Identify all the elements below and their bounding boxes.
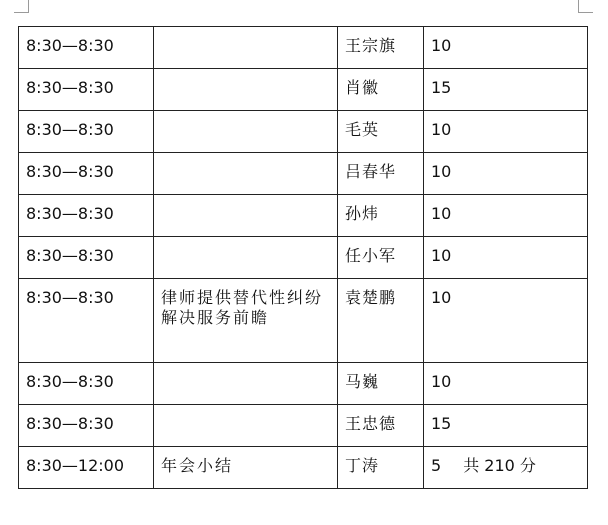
minutes-cell bbox=[424, 111, 588, 153]
minutes-value: 10 bbox=[431, 372, 452, 391]
table-row bbox=[19, 27, 588, 69]
speaker-cell: 袁楚鹏 bbox=[338, 279, 424, 363]
minutes-value: 10 bbox=[431, 162, 452, 181]
time-cell: 8:30—12:00 bbox=[19, 447, 154, 489]
time-cell: 8:30—8:30 bbox=[19, 363, 154, 405]
topic-cell bbox=[154, 237, 338, 279]
minutes-cell bbox=[424, 405, 588, 447]
topic-cell bbox=[154, 69, 338, 111]
topic-cell: 律师提供替代性纠纷解决服务前瞻 bbox=[154, 279, 338, 363]
topic-cell bbox=[154, 363, 338, 405]
minutes-value: 10 bbox=[431, 204, 452, 223]
table-row bbox=[19, 111, 588, 153]
table-row bbox=[19, 195, 588, 237]
speaker-cell: 任小军 bbox=[338, 237, 424, 279]
total-note: 共 210 分 bbox=[463, 456, 536, 475]
table-row bbox=[19, 153, 588, 195]
minutes-cell bbox=[424, 447, 588, 489]
speaker-cell: 王宗旗 bbox=[338, 27, 424, 69]
minutes-cell bbox=[424, 195, 588, 237]
minutes-cell bbox=[424, 153, 588, 195]
minutes-value: 10 bbox=[431, 36, 452, 55]
minutes-value: 10 bbox=[431, 120, 452, 139]
minutes-cell bbox=[424, 237, 588, 279]
time-cell: 8:30—8:30 bbox=[19, 195, 154, 237]
topic-cell bbox=[154, 27, 338, 69]
page-corner-mark-right bbox=[578, 0, 593, 13]
time-cell: 8:30—8:30 bbox=[19, 111, 154, 153]
minutes-cell bbox=[424, 27, 588, 69]
table-row bbox=[19, 405, 588, 447]
time-cell: 8:30—8:30 bbox=[19, 153, 154, 195]
speaker-cell: 马巍 bbox=[338, 363, 424, 405]
topic-cell: 年会小结 bbox=[154, 447, 338, 489]
speaker-cell: 孙炜 bbox=[338, 195, 424, 237]
schedule-table bbox=[18, 26, 588, 489]
table-row bbox=[19, 69, 588, 111]
table-row bbox=[19, 279, 588, 363]
speaker-cell: 毛英 bbox=[338, 111, 424, 153]
topic-cell bbox=[154, 111, 338, 153]
time-cell: 8:30—8:30 bbox=[19, 27, 154, 69]
minutes-value: 10 bbox=[431, 288, 452, 307]
time-cell: 8:30—8:30 bbox=[19, 69, 154, 111]
minutes-cell bbox=[424, 279, 588, 363]
table-row bbox=[19, 447, 588, 489]
table-row bbox=[19, 363, 588, 405]
time-cell: 8:30—8:30 bbox=[19, 405, 154, 447]
time-cell: 8:30—8:30 bbox=[19, 237, 154, 279]
time-cell: 8:30—8:30 bbox=[19, 279, 154, 363]
minutes-cell bbox=[424, 69, 588, 111]
speaker-cell: 丁涛 bbox=[338, 447, 424, 489]
minutes-value: 15 bbox=[431, 78, 452, 97]
speaker-cell: 王忠德 bbox=[338, 405, 424, 447]
minutes-value: 5 bbox=[431, 456, 442, 475]
page-corner-mark-left bbox=[14, 0, 29, 13]
speaker-cell: 肖徽 bbox=[338, 69, 424, 111]
minutes-value: 15 bbox=[431, 414, 452, 433]
table-row bbox=[19, 237, 588, 279]
topic-cell bbox=[154, 153, 338, 195]
speaker-cell: 吕春华 bbox=[338, 153, 424, 195]
minutes-cell bbox=[424, 363, 588, 405]
minutes-value: 10 bbox=[431, 246, 452, 265]
topic-cell bbox=[154, 405, 338, 447]
topic-cell bbox=[154, 195, 338, 237]
